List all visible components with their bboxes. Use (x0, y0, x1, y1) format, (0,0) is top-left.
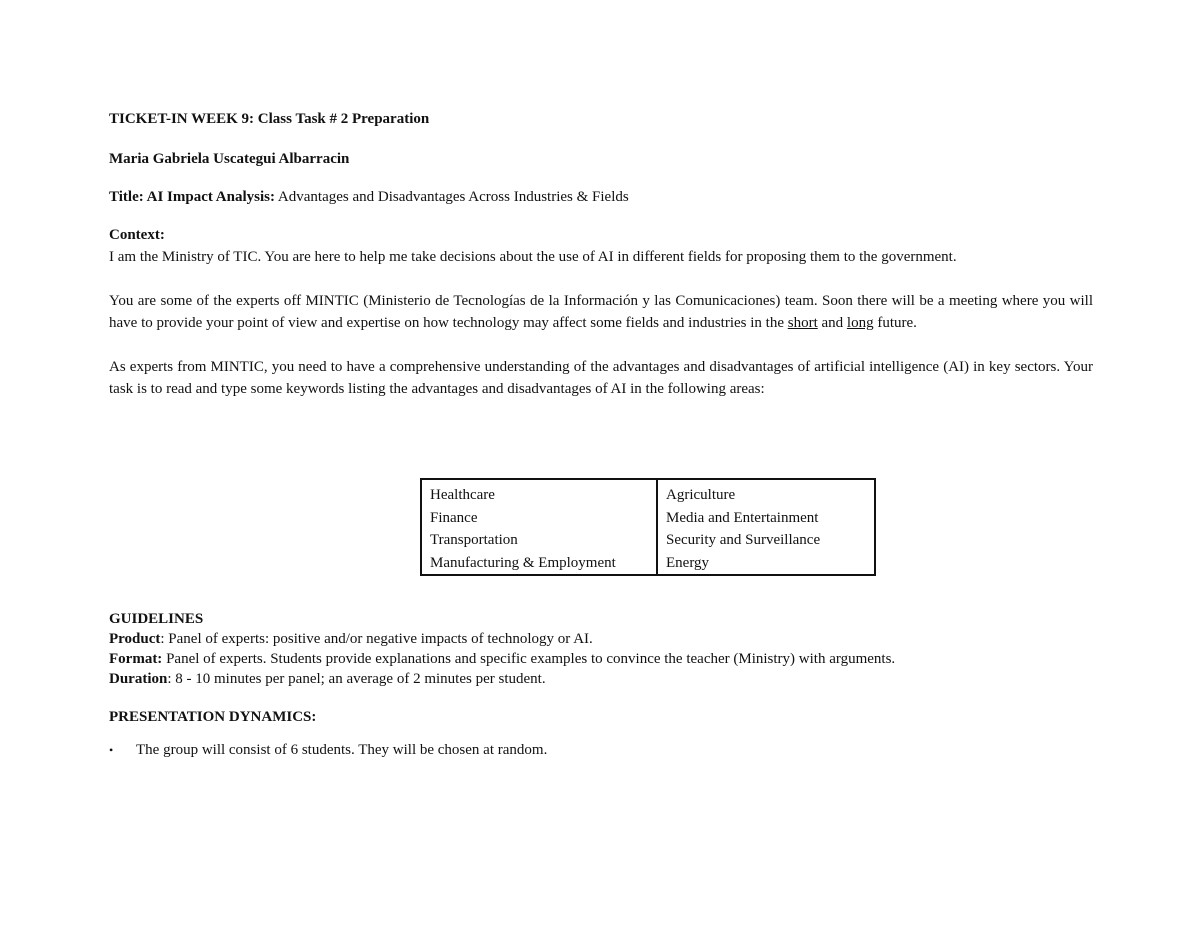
area-cell: Transportation (421, 529, 657, 552)
task-paragraph: As experts from MINTIC, you need to have a comprehensive understanding of the advantages and disadvantages of artificial intelligence (AI) in key sectors. Your task is to read and type some keywords listing the advantages and disadvantages of AI in the following areas: (109, 359, 1093, 397)
duration-line (109, 669, 1093, 689)
area-cell: Media and Entertainment (666, 509, 819, 526)
dynamics-heading: PRESENTATION DYNAMICS: (109, 709, 317, 725)
list-item (109, 739, 1093, 761)
duration-text: : 8 - 10 minutes per panel; an average of 2 minutes per student. (167, 671, 546, 687)
document-body (109, 108, 1093, 422)
table-row (421, 529, 875, 552)
context-label: Context: (109, 227, 165, 243)
area-cell: Security and Surveillance (666, 532, 821, 549)
experts-text: You are some of the experts off MINTIC (Ministerio de Tecnologías de la Información y las Comunicaciones) team. Soon there will be a meeting where you will have to provide your point of view and expertise on how technology may affect some fields and industries in the (109, 293, 1093, 331)
subject-label: Title: AI Impact Analysis: (109, 189, 275, 205)
subject-text: Advantages and Disadvantages Across Industries & Fields (275, 189, 629, 205)
table-row (421, 507, 875, 530)
format-line (109, 649, 1093, 669)
area-cell: Energy (666, 554, 710, 571)
area-cell: Healthcare (421, 479, 657, 507)
and-word: and (817, 315, 847, 331)
guidelines-heading: GUIDELINES (109, 611, 204, 627)
list-item-text: The group will consist of 6 students. They will be chosen at random. (136, 742, 548, 758)
guidelines-section (109, 609, 1093, 689)
format-text: Panel of experts. Students provide explanations and specific examples to convince the teacher (Ministry) with arguments. (162, 651, 896, 667)
duration-label: Duration (109, 671, 168, 687)
short-word: short (787, 315, 818, 331)
area-cell: Finance (421, 507, 657, 530)
area-cell: Manufacturing & Employment (421, 552, 657, 576)
experts-paragraph (109, 290, 1093, 334)
table-row (421, 552, 875, 576)
format-label: Format: (109, 651, 163, 667)
context-paragraph: I am the Ministry of TIC. You are here to help me take decisions about the use of AI in different fields for proposing them to the government. (109, 249, 957, 265)
bullet-icon: • (109, 743, 114, 757)
product-label: Product (109, 631, 161, 647)
areas-table (420, 478, 876, 576)
subject-line (109, 186, 1093, 208)
long-word: long (846, 315, 874, 331)
product-text: : Panel of experts: positive and/or negative impacts of technology or AI. (160, 631, 593, 647)
product-line (109, 629, 1093, 649)
author-name: Maria Gabriela Uscategui Albarracin (109, 151, 350, 167)
areas-table-wrapper (420, 478, 876, 576)
table-row (421, 479, 875, 507)
area-cell: Agriculture (666, 487, 736, 504)
document-heading: TICKET-IN WEEK 9: Class Task # 2 Preparation (109, 111, 430, 127)
future-text: future. (873, 315, 917, 331)
